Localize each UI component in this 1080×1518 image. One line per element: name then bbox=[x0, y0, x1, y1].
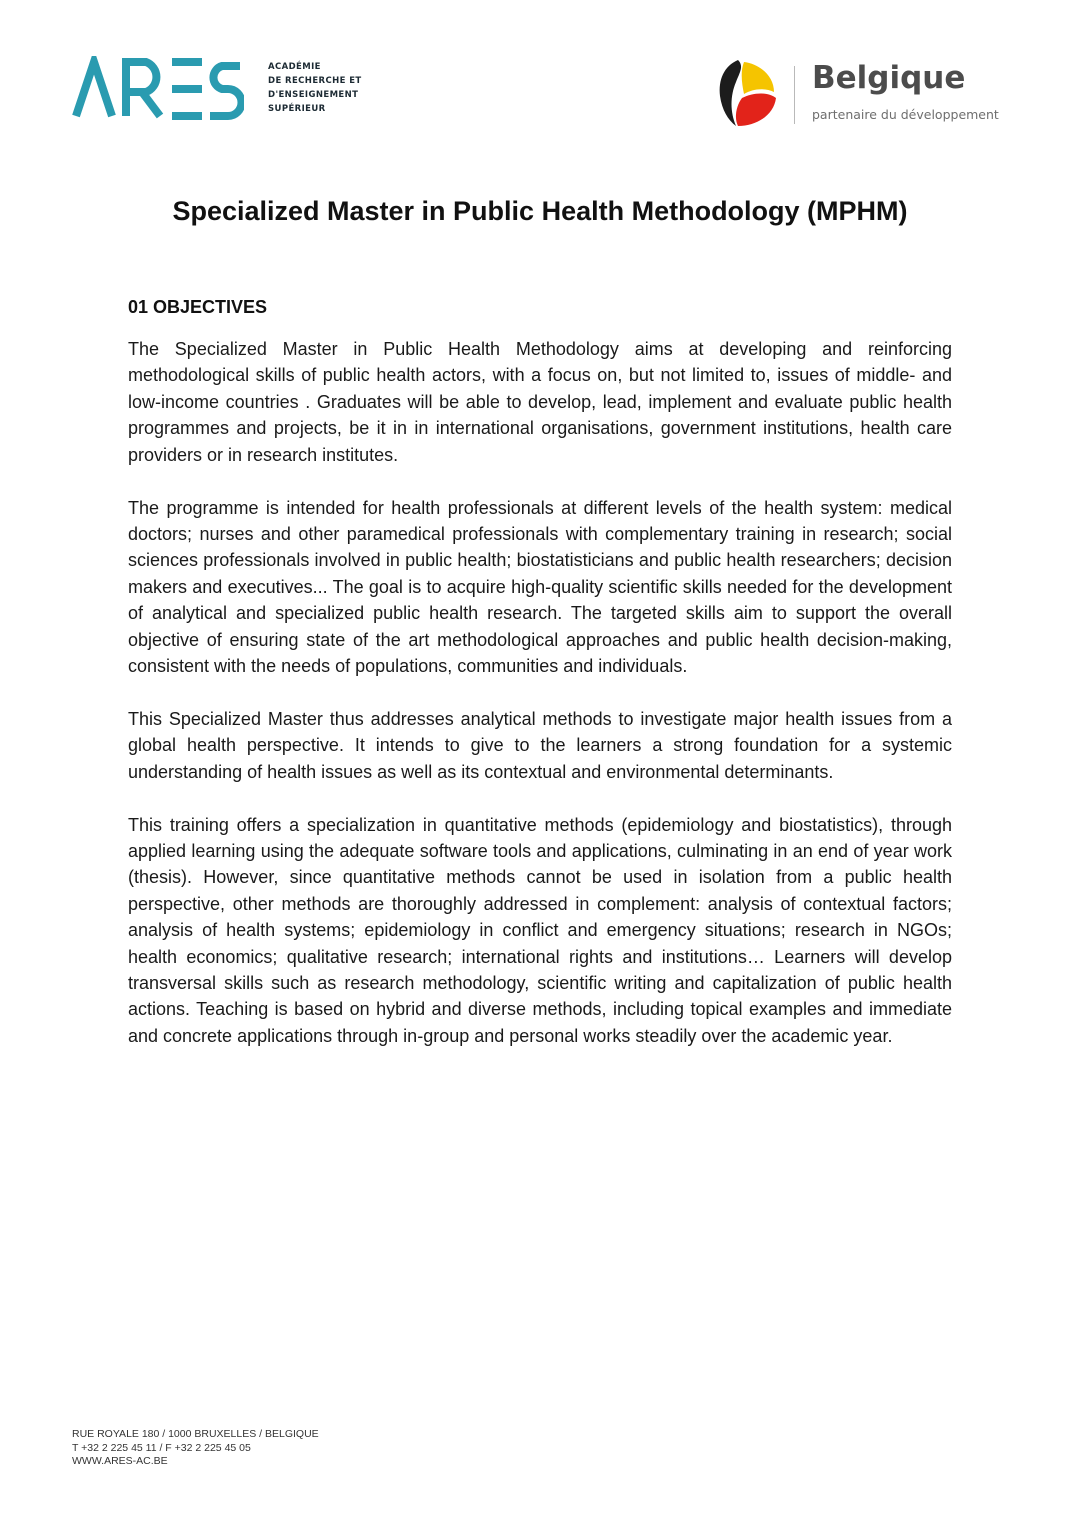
tagline-line: DE RECHERCHE ET bbox=[268, 76, 362, 86]
document-title: Specialized Master in Public Health Methodology (MPHM) bbox=[172, 196, 908, 226]
paragraph: The programme is intended for health professionals at different levels of the health system: medical doctors; nurses and other paramedical professionals with complementary training in research; social sciences professionals involved in public health; biostatisticians and public health researchers; decision makers and executives... The goal is to acquire high-quality scientific skills needed for the development of analytical and specialized public health research. The targeted skills aim to support the overall objective of ensuring state of the art methodological approaches and public health decision-making, consistent with the needs of populations, communities and individuals. bbox=[128, 497, 952, 676]
belgique-name: Belgique bbox=[812, 60, 966, 96]
paragraph: This training offers a specialization in quantitative methods (epidemiology and biostatistics), through applied learning using the adequate software tools and applications, culminating in an end of year work (thesis). However, since quantitative methods cannot be used in isolation from a public health perspective, other methods are thoroughly addressed in complement: analysis of contextual factors; analysis of health systems; epidemiology in conflict and emergency situations; research in NGOs; health economics; qualitative research; international rights and institutions… Learners will develop transversal skills such as research methodology, scientific writing and capitalization of public health actions. Teaching is based on hybrid and diverse methods, including topical examples and immediate and concrete applications through in-group and personal works steadily over the academic year. bbox=[128, 814, 952, 1046]
tagline-line: SUPÉRIEUR bbox=[268, 104, 326, 114]
document-footer bbox=[72, 1428, 319, 1469]
logo-divider bbox=[794, 66, 795, 124]
document-header bbox=[0, 0, 1080, 150]
tagline-line: D'ENSEIGNEMENT bbox=[268, 90, 359, 100]
tagline-line: ACADÉMIE bbox=[268, 62, 321, 72]
footer-phone: T +32 2 225 45 11 / F +32 2 225 45 05 bbox=[72, 1441, 251, 1454]
paragraph: The Specialized Master in Public Health Methodology aims at developing and reinforcing methodological skills of public health actors, with a focus on, but not limited to, issues of middle- and low-income countries . Graduates will be able to develop, lead, implement and evaluate public health programmes and projects, be it in in international organisations, government institutions, health care providers or in research institutes. bbox=[128, 339, 952, 465]
section-heading: 01 OBJECTIVES bbox=[128, 297, 268, 317]
ares-logo bbox=[72, 56, 244, 120]
belgique-flag-mark-icon bbox=[716, 58, 778, 128]
footer-website[interactable]: WWW.ARES-AC.BE bbox=[72, 1455, 168, 1467]
belgique-subtitle: partenaire du développement bbox=[812, 107, 999, 122]
footer-address: RUE ROYALE 180 / 1000 BRUXELLES / BELGIQUE bbox=[72, 1428, 319, 1440]
paragraph: This Specialized Master thus addresses analytical methods to investigate major health issues from a global health perspective. It intends to give to the learners a strong foundation for a systemic understanding of health issues as well as its contextual and environmental determinants. bbox=[128, 708, 952, 782]
objectives-body bbox=[128, 336, 952, 1076]
ares-tagline bbox=[268, 60, 388, 116]
